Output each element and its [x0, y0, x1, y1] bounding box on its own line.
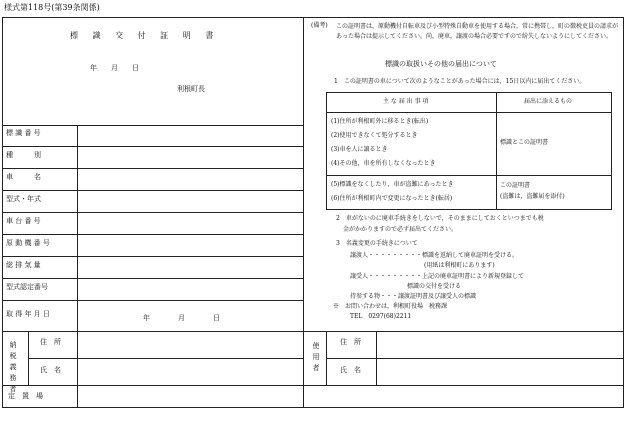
label-displacement: 総 排 気 量 — [6, 261, 41, 269]
grid-line — [2, 256, 303, 257]
section-title: 標識の取扱いその他の届出について — [385, 60, 497, 68]
table-item: (1)住所が利根町外に移るとき(転出) — [331, 118, 429, 125]
grid-line — [376, 331, 377, 385]
user-name-label: 氏 名 — [340, 366, 361, 374]
center-divider — [303, 17, 304, 408]
notes-text: この証明書は，原動機付自転車及び小型特殊自動車を使用する場合，常に携帯し，町の徴税吏員の請求があった場合は提示してください。尚，廃車，譲渡の場合必要ですので紛失しないようにしてください。 — [336, 23, 619, 40]
label-plate-number: 標 識 番 号 — [6, 129, 41, 137]
certificate-title: 標 識 交 付 証 明 書 — [70, 31, 220, 40]
taxpayer-name-label: 氏 名 — [40, 366, 61, 374]
acquisition-date-value: 年 月 日 — [143, 314, 220, 322]
grid-line — [2, 278, 303, 279]
table-attachment: 標識とこの証明書 — [500, 139, 549, 146]
user-address-label: 住 所 — [340, 338, 361, 346]
grid-line — [2, 234, 303, 235]
item3-line: 譲渡人・・・・・・・・・標識を返納して廃車証明を受ける。 — [350, 252, 519, 259]
grid-line — [77, 331, 78, 385]
grid-line — [2, 300, 303, 301]
grid-line — [326, 358, 624, 359]
label-model-year: 型式・年式 — [6, 195, 41, 203]
label-engine-number: 原 動 機 番 号 — [6, 239, 50, 247]
label-chassis-number: 車 台 番 号 — [6, 217, 41, 225]
grid-line — [326, 112, 612, 113]
item3-line: 持参する物・・・譲渡証明書及び譲受人の標識 — [350, 293, 477, 300]
item2-text: 2 車がないのに廃車手続きをしないで，そのままにしておくといつまでも税 — [336, 215, 544, 222]
grid-line — [496, 92, 497, 210]
table-item: (4)その他，車を所有しなくなったとき — [331, 160, 436, 167]
issuer-name: 利根町長 — [177, 85, 205, 93]
form-number: 様式第118号(第39条関係) — [4, 3, 100, 12]
grid-line — [2, 168, 303, 169]
grid-line — [2, 125, 303, 126]
item2-text: 金がかかりますので必ず届出てください。 — [343, 226, 458, 233]
user-label: 使 用 者 — [312, 342, 320, 372]
notes-label: (備考) — [311, 22, 328, 29]
grid-line — [2, 212, 303, 213]
item3-title: 3 名義変更の手続きについて — [336, 240, 418, 247]
grid-line — [326, 175, 612, 176]
table-head-attachments: 届出に添えるもの — [524, 98, 573, 105]
grid-line — [28, 358, 303, 359]
table-head-items: 主 な 届 出 事 項 — [383, 98, 429, 105]
contact-phone: TEL 0297(68)2211 — [350, 313, 412, 320]
grid-line — [2, 331, 624, 332]
issue-date: 年 月 日 — [90, 64, 139, 72]
table-item: (3)車を人に譲るとき — [331, 146, 388, 153]
table-attachment: (盗難は，盗難届を添付) — [500, 193, 565, 200]
table-item: (6)住所が利根町内で変更になったとき(転居) — [331, 195, 453, 202]
grid-line — [2, 146, 303, 147]
taxpayer-label: 納 税 義 務 者 — [9, 341, 17, 393]
grid-line — [2, 385, 624, 386]
item3-line: 譲受人・・・・・・・・・上記の廃車証明書により新規登録して — [350, 273, 525, 280]
storage-place-label: 定 置 場 — [8, 392, 43, 400]
table-attachment: この証明書 — [500, 182, 531, 189]
table-item: (2)使用できなくて処分するとき — [331, 132, 418, 139]
item3-line: 標識の交付を受ける — [407, 283, 462, 290]
label-model-cert-number: 型式認定番号 — [6, 283, 48, 291]
label-vehicle-name: 車 名 — [6, 173, 41, 181]
label-acquisition-date: 取 得 年 月 日 — [6, 310, 50, 318]
label-type: 種 別 — [6, 151, 41, 159]
taxpayer-address-label: 住 所 — [40, 338, 61, 346]
item1-text: 1 この証明書の車について次のようなことがあった場合には，15日以内に届出てください。 — [334, 78, 586, 85]
grid-line — [77, 385, 78, 408]
grid-line — [2, 190, 303, 191]
contact-text: ※ お問い合わせは，利根町役場 税務課 — [333, 303, 448, 310]
item3-line: (用紙は利根町にあります) — [424, 262, 495, 269]
table-item: (5)標識をなくしたり，車が盗難にあったとき — [331, 181, 454, 188]
